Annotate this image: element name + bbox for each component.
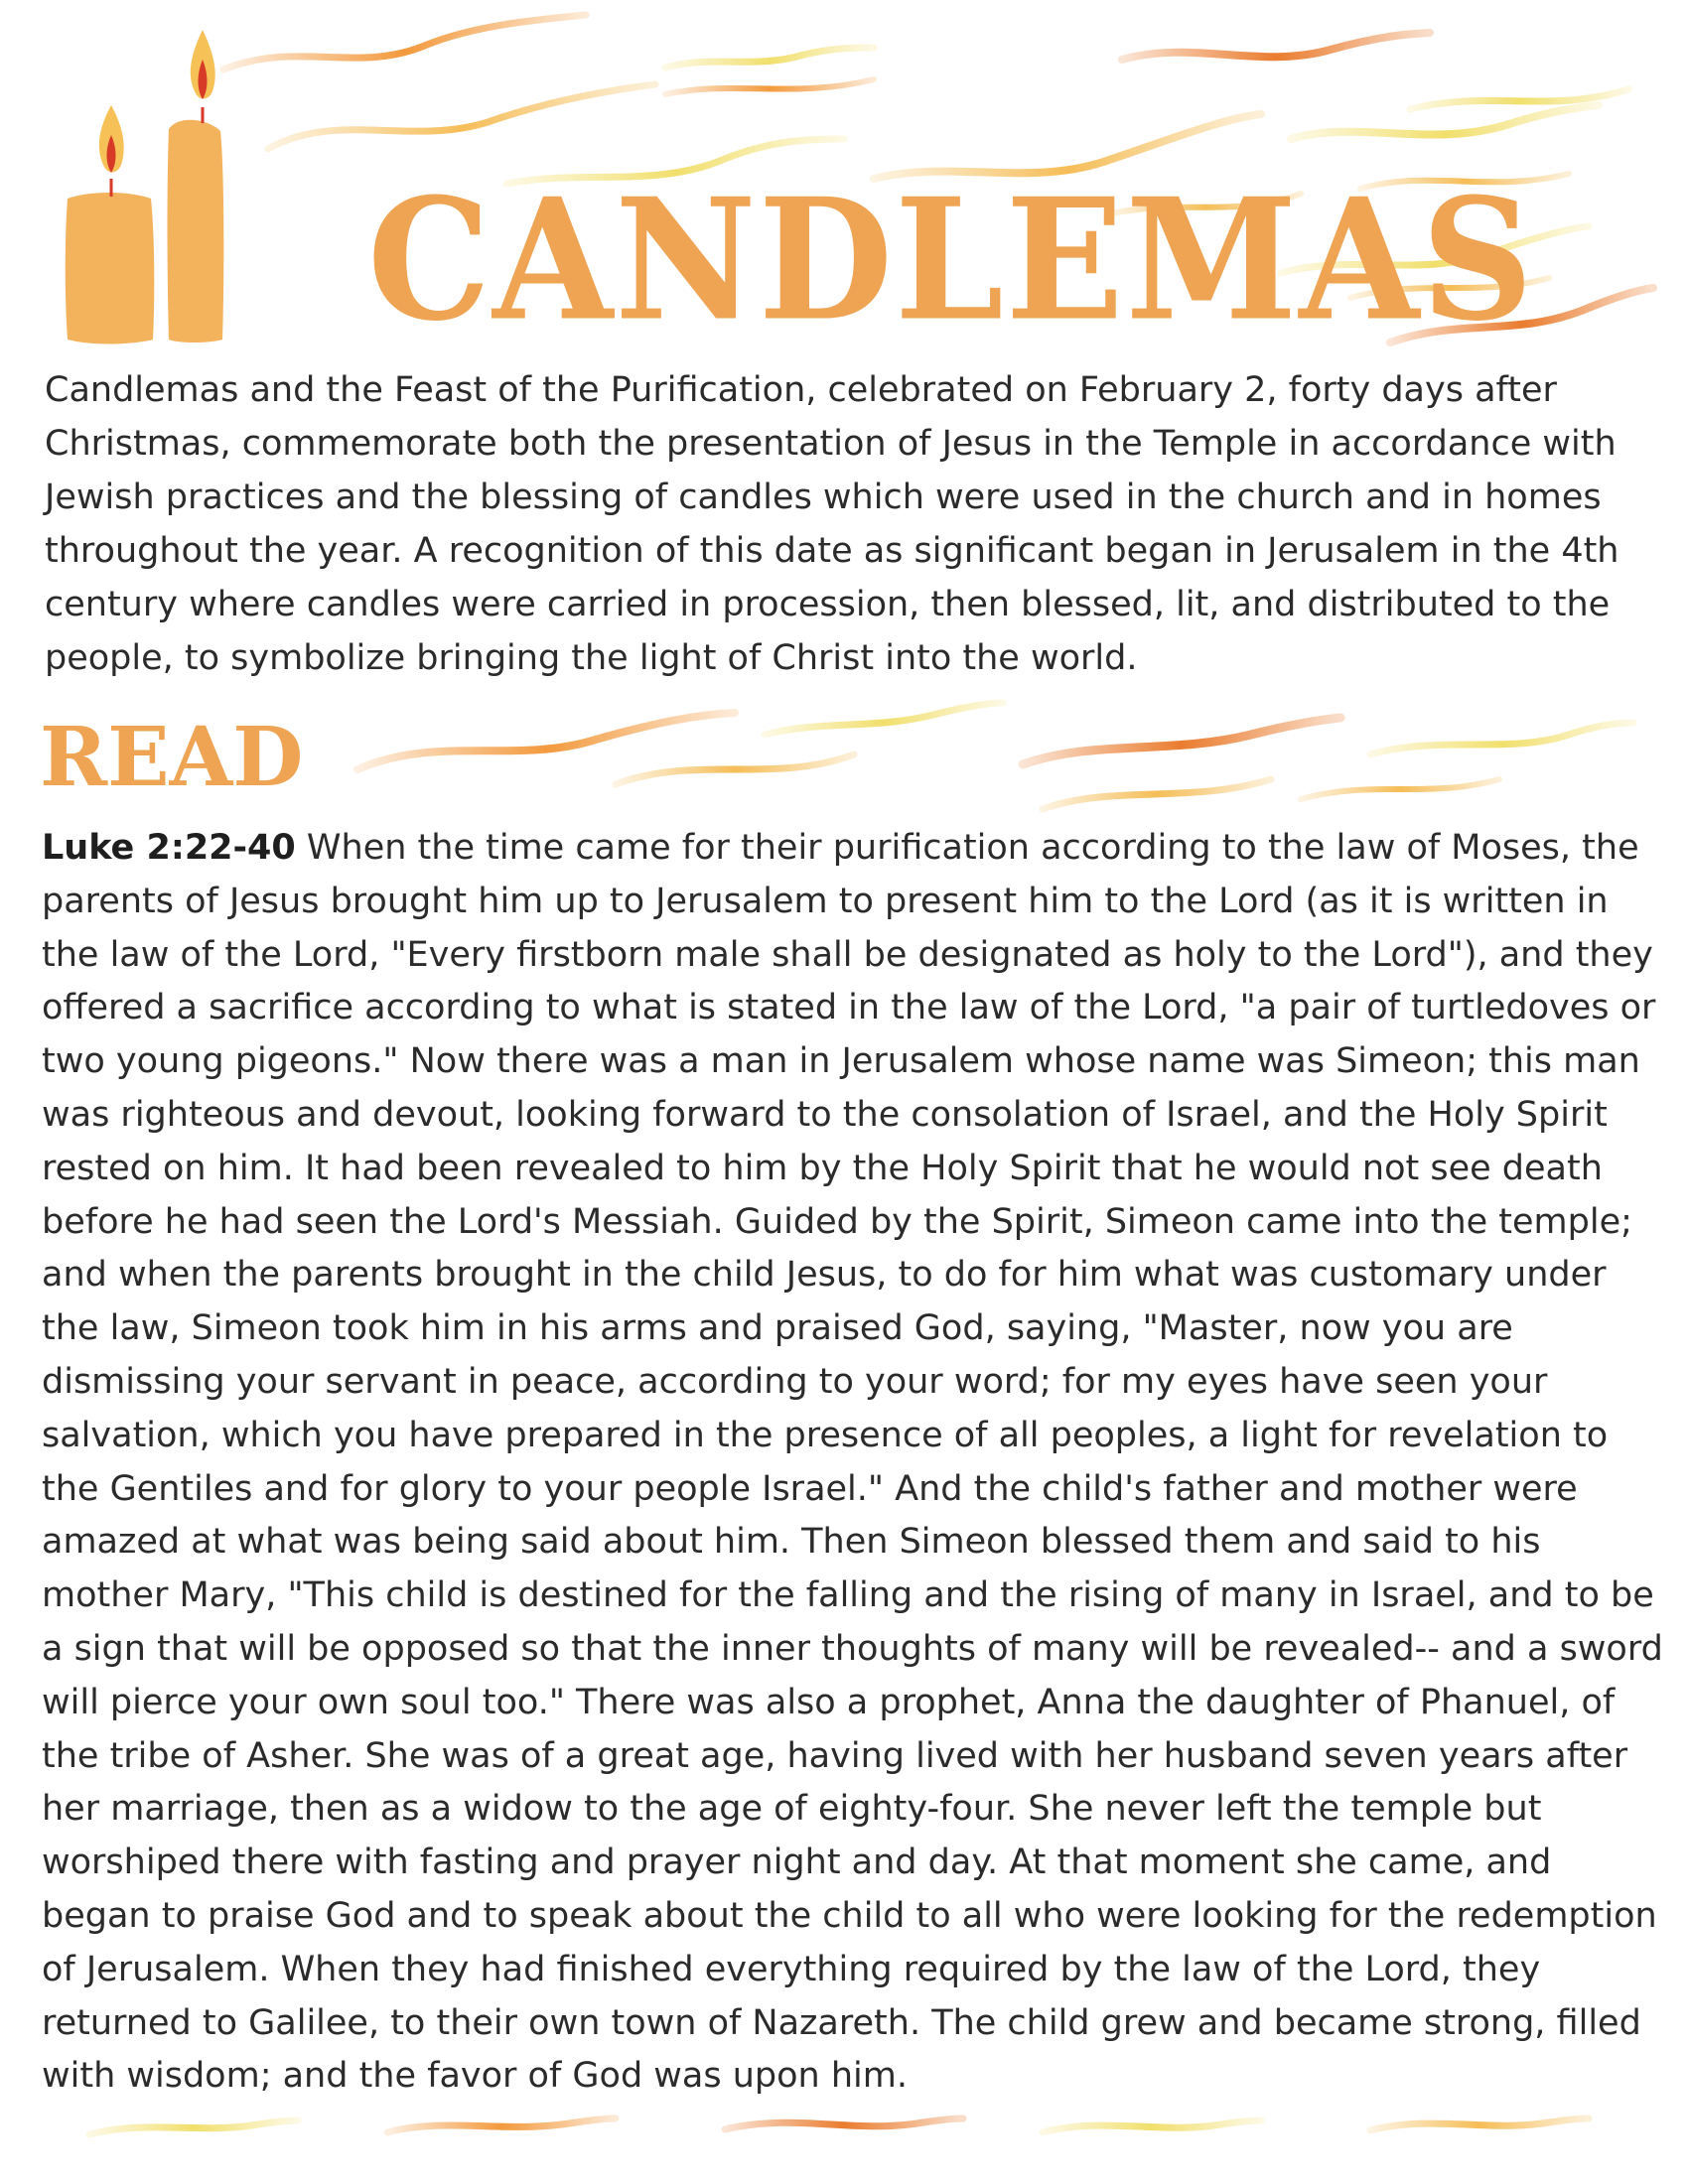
scripture-text: When the time came for their purification according to the law of Moses, the parents of Jesus brought him up to Jerusalem to present him to the Lord (as it is written in the law of the Lord, "Every firstborn male shall be designated as holy to the Lord"), and they offered a sacrifice according to what is stated in the law of the Lord, "a pair of turtledoves or two young pigeons." Now there was a man in Jerusalem whose name was Simeon; this man was righteous and devout, looking forward to the consolation of Israel, and the Holy Spirit rested on him. It had been revealed to him by the Holy Spirit that he would not see death before he had seen the Lord's Messiah. Guided by the Spirit, Simeon came into the temple; and when the parents brought in the child Jesus, to do for him what was customary under the law, Simeon took him in his arms and praised God, saying, "Master, now you are dismissing your servant in peace, according to your word; for my eyes have seen your salvation, which you have prepared in the presence of all peoples, a light for revelation to the Gentiles and for glory to your people Israel." And the child's father and mother were amazed at what was being said about him. Then Simeon blessed them and said to his mother Mary, "This child is destined for the falling and the rising of many in Israel, and to be a sign that will be opposed so that the inner thoughts of many will be revealed-- and a sword will pierce your own soul too." There was also a prophet, Anna the daughter of Phanuel, of the tribe of Asher. She was of a great age, having lived with her husband seven years after her marriage, then as a widow to the age of eighty-four. She never left the temple but worshiped there with fasting and prayer night and day. At that moment she came, and began to praise God and to speak about the child to all who were looking for the redemption of Jerusalem. When they had finished everything required by the law of the Lord, they returned to Galilee, to their own town of Nazareth. The child grew and became strong, filled with wisdom; and the favor of God was upon him. <box>42 828 1663 2097</box>
intro-paragraph: Candlemas and the Feast of the Purification, celebrated on February 2, forty days after Christmas, commemorate both the presentation of Jesus in the Temple in accordance with Jewish practices and the blessing of candles which were used in the church and in homes throughout the year. A recognition of this date as significant began in Jerusalem in the 4th century where candles were carried in procession, then blessed, lit, and distributed to the people, to symbolize bringing the light of Christ into the world. <box>45 370 1619 678</box>
read-heading: READ <box>40 710 304 805</box>
scripture-passage <box>42 822 1670 2104</box>
candles-icon <box>60 20 248 347</box>
scripture-reference: Luke 2:22-40 <box>42 828 296 868</box>
page-title: CANDLEMAS <box>367 161 1536 358</box>
